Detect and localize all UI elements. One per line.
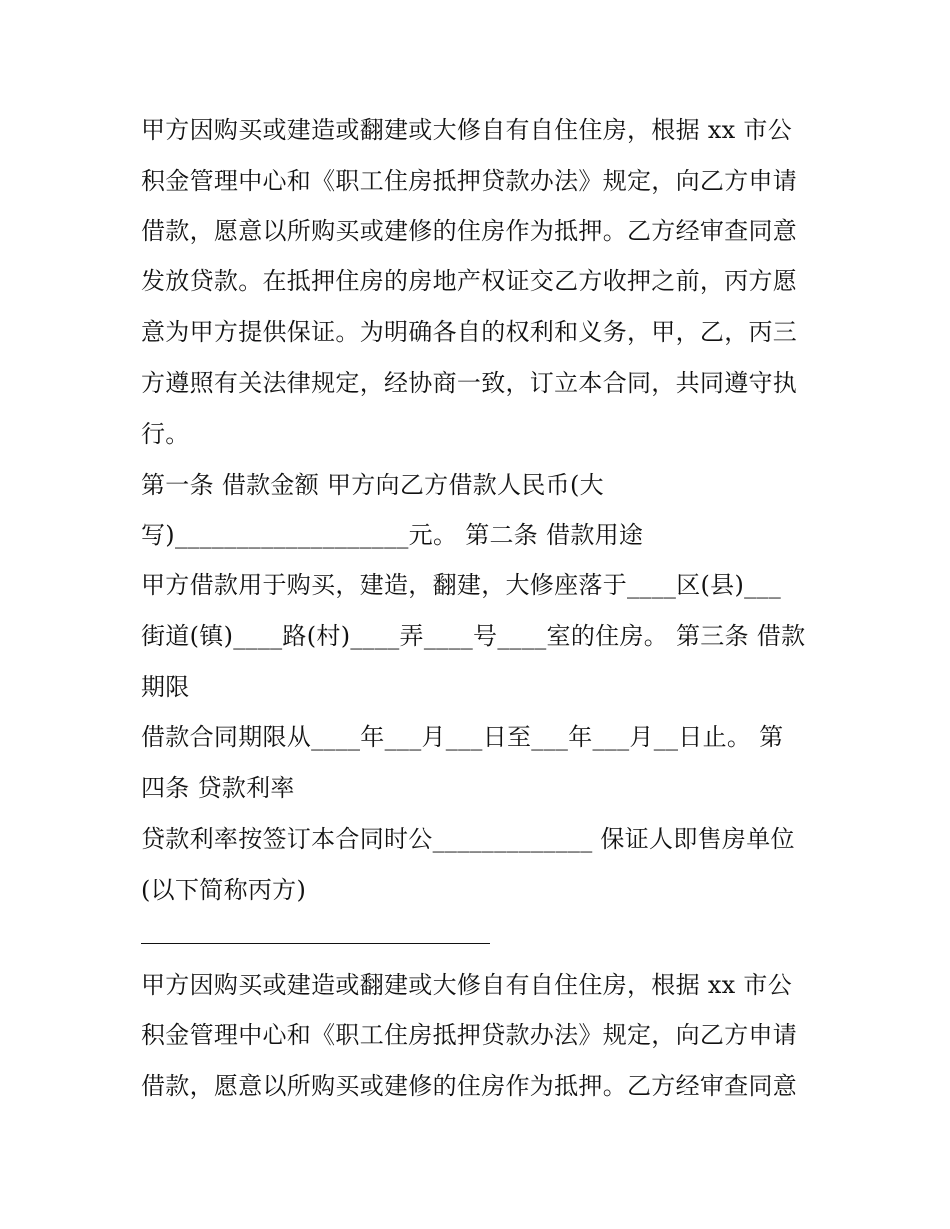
section-heading-line: 第一条 借款金额 甲方向乙方借款人民币(大 bbox=[141, 471, 604, 499]
text-line: 甲方借款用于购买，建造，翻建，大修座落于____区(县)___ bbox=[141, 571, 782, 599]
text-line: 甲方因购买或建造或翻建或大修自有自住住房，根据 xx 市公 bbox=[141, 116, 793, 144]
divider-rule bbox=[141, 943, 490, 944]
text-line: 方遵照有关法律规定，经协商一致，订立本合同，共同遵守执 bbox=[141, 369, 798, 397]
text-line: 行。 bbox=[141, 420, 190, 448]
text-line: 积金管理中心和《职工住房抵押贷款办法》规定，向乙方申请 bbox=[141, 167, 798, 195]
text-line: 期限 bbox=[141, 673, 190, 701]
text-line: 发放贷款。在抵押住房的房地产权证交乙方收押之前，丙方愿 bbox=[141, 267, 798, 295]
text-line: (以下简称丙方) bbox=[141, 876, 307, 904]
text-line: 积金管理中心和《职工住房抵押贷款办法》规定，向乙方申请 bbox=[141, 1021, 798, 1049]
text-line: 贷款利率按签订本合同时公_____________ 保证人即售房单位 bbox=[141, 825, 795, 853]
text-line: 四条 贷款利率 bbox=[141, 774, 295, 802]
text-line: 借款，愿意以所购买或建修的住房作为抵押。乙方经审查同意 bbox=[141, 1072, 798, 1100]
text-line: 借款合同期限从____年___月___日至___年___月__日止。 第 bbox=[141, 723, 784, 751]
text-line: 借款，愿意以所购买或建修的住房作为抵押。乙方经审查同意 bbox=[141, 217, 798, 245]
text-line: 街道(镇)____路(村)____弄____号____室的住房。 第三条 借款 bbox=[141, 622, 806, 650]
text-line: 意为甲方提供保证。为明确各自的权利和义务，甲，乙，丙三 bbox=[141, 318, 798, 346]
text-line: 写)___________________元。 第二条 借款用途 bbox=[141, 521, 644, 549]
text-line: 甲方因购买或建造或翻建或大修自有自住住房，根据 xx 市公 bbox=[141, 971, 793, 999]
